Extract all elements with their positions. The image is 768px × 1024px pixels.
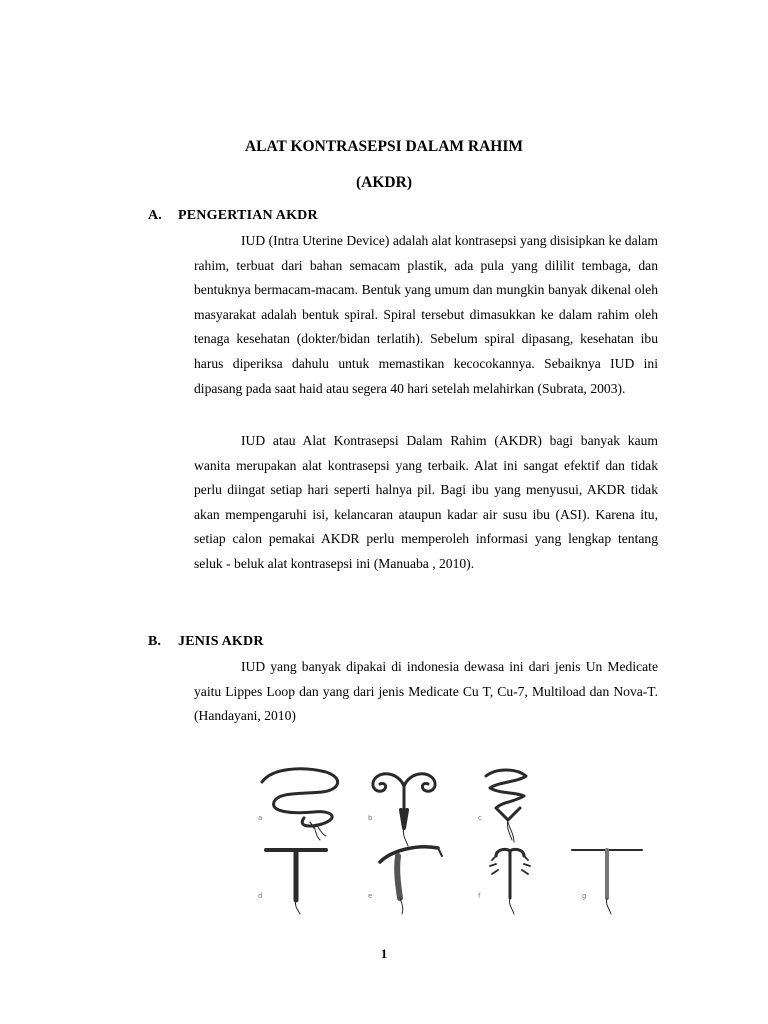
paragraph-jenis-1: IUD yang banyak dipakai di indonesia dewasa ini dari jenis Un Medicate yaitu Lippes Loop dan yang dari jenis Medicate Cu T, Cu-7, Multiload dan Nova-T. (Handayani, 2010) [194,659,658,724]
figure-label-c: c [478,814,482,822]
paragraph-pengertian-1: IUD (Intra Uterine Device) adalah alat kontrasepsi yang disisipkan ke dalam rahim, terbuat dari bahan semacam plastik, ada pula yang dililit tembaga, dan bentuknya bermacam-macam. Bentuk yang umum dan mungkin banyak dikenal oleh masyarakat adalah bentuk spiral. Spiral tersebut dimasukkan ke dalam rahim oleh tenaga kesehatan (dokter/bidan terlatih). Sebelum spiral dipasang, kesehatan ibu harus diperiksa dahulu untuk memastikan kecocokannya. Sebaiknya IUD ini dipasang pada saat haid atau segera 40 hari setelah melahirkan (Subrata, 2003). [194,233,658,396]
paragraph-pengertian-2: IUD atau Alat Kontrasepsi Dalam Rahim (AKDR) bagi banyak kaum wanita merupakan alat kontrasepsi yang terbaik. Alat ini sangat efektif dan tidak perlu diingat setiap hari seperti halnya pil. Bagi ibu yang menyusui, AKDR tidak akan mempengaruhi isi, kelancaran ataupun kadar air susu ibu (ASI). Karena itu, setiap calon pemakai AKDR perlu memperoleh informasi yang lengkap tentang seluk - beluk alat kontrasepsi ini (Manuaba , 2010). [194,433,658,571]
figure-label-d: d [258,892,263,900]
document-subtitle: (AKDR) [356,174,412,191]
section-title: PENGERTIAN AKDR [178,208,318,223]
section-heading-b [148,634,264,650]
figure-label-f: f [478,892,481,900]
section-letter: A. [148,208,163,223]
iud-lippes-loop [262,769,338,840]
section-heading-a [148,208,318,224]
page-number: 1 [380,946,388,961]
figure-label-b: b [368,814,373,822]
figure-label-e: e [368,892,373,900]
iud-nova-t [572,850,642,914]
iud-zigzag [486,770,526,842]
iud-multiload [373,774,435,846]
iud-copper-t [266,850,326,914]
iud-cu7 [380,847,442,914]
document-title: ALAT KONTRASEPSI DALAM RAHIM [244,138,524,155]
section-letter: B. [148,634,162,649]
section-title: JENIS AKDR [178,634,264,649]
iud-illustration [252,752,650,915]
iud-multiload-spiked [490,849,530,914]
figure-label-a: a [258,814,263,822]
figure-label-g: g [582,892,587,900]
iud-types-figure [252,752,650,915]
